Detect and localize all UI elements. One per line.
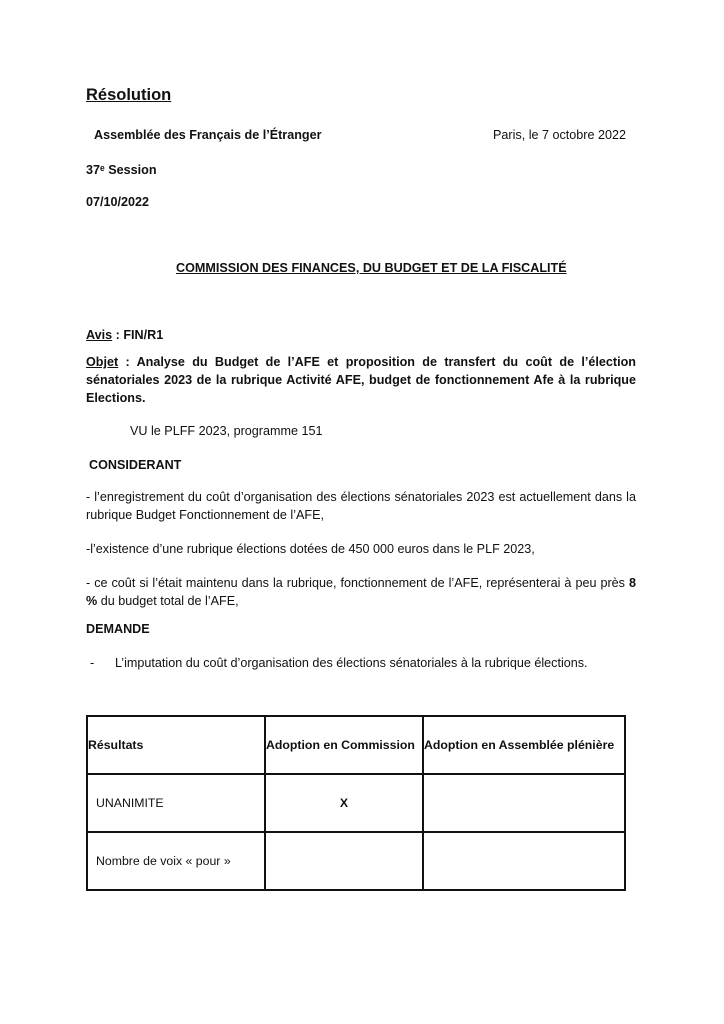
considerant-heading: CONSIDERANT: [89, 458, 182, 472]
table-row: [87, 774, 625, 832]
considerant-item-3-before: - ce coût si l’était maintenu dans la rubrique, fonctionnement de l’AFE, représenterai à peu près: [86, 576, 629, 590]
vu-line: VU le PLFF 2023, programme 151: [130, 424, 323, 438]
cell-commission-voix-pour: [265, 832, 423, 890]
considerant-item-2: -l’existence d’une rubrique élections dotées de 450 000 euros dans le PLF 2023,: [86, 542, 535, 556]
header-adoption-pleniere: Adoption en Assemblée plénière: [423, 716, 625, 774]
considerant-item-3: [86, 574, 636, 610]
cell-pleniere-voix-pour: [423, 832, 625, 890]
demande-bullet: -: [90, 656, 95, 670]
table-header-row: [87, 716, 625, 774]
objet-separator: :: [118, 355, 137, 369]
place-date: Paris, le 7 octobre 2022: [493, 128, 627, 142]
demande-item-1: L’imputation du coût d’organisation des élections sénatoriales à la rubrique élections.: [115, 656, 588, 670]
avis-line: [86, 328, 163, 342]
commission-heading: COMMISSION DES FINANCES, DU BUDGET ET DE LA FISCALITÉ: [176, 261, 567, 275]
considerant-item-1: - l’enregistrement du coût d’organisation des élections sénatoriales 2023 est actuellement dans la rubrique Budget Fonctionnement de l’AFE,: [86, 490, 636, 522]
objet-paragraph: [86, 353, 636, 407]
objet-text: Analyse du Budget de l’AFE et proposition de transfert du coût de l’élection sénatoriales 2023 de la rubrique Activité AFE, budget de fonctionnement Afe à la rubrique Elections.: [86, 355, 636, 405]
row-label-voix-pour: Nombre de voix « pour »: [87, 832, 265, 890]
considerant-item-3-after: du budget total de l’AFE,: [97, 594, 239, 608]
session-date: 07/10/2022: [86, 195, 150, 209]
cell-commission-unanimite: X: [265, 774, 423, 832]
header-resultats: Résultats: [87, 716, 265, 774]
table-row: [87, 832, 625, 890]
avis-separator: :: [112, 328, 124, 342]
cell-pleniere-unanimite: [423, 774, 625, 832]
objet-label: Objet: [86, 355, 119, 369]
results-table: [86, 715, 626, 891]
document-title: Résolution: [86, 86, 172, 104]
organization-name: Assemblée des Français de l’Étranger: [94, 128, 322, 142]
row-label-unanimite: UNANIMITE: [87, 774, 265, 832]
header-adoption-commission: Adoption en Commission: [265, 716, 423, 774]
demande-heading: DEMANDE: [86, 622, 150, 636]
session-number: 37ᵉ Session: [86, 163, 157, 177]
avis-value: FIN/R1: [123, 328, 164, 342]
avis-label: Avis: [86, 328, 113, 342]
considerant-item-3-percent: 8 %: [86, 576, 636, 608]
